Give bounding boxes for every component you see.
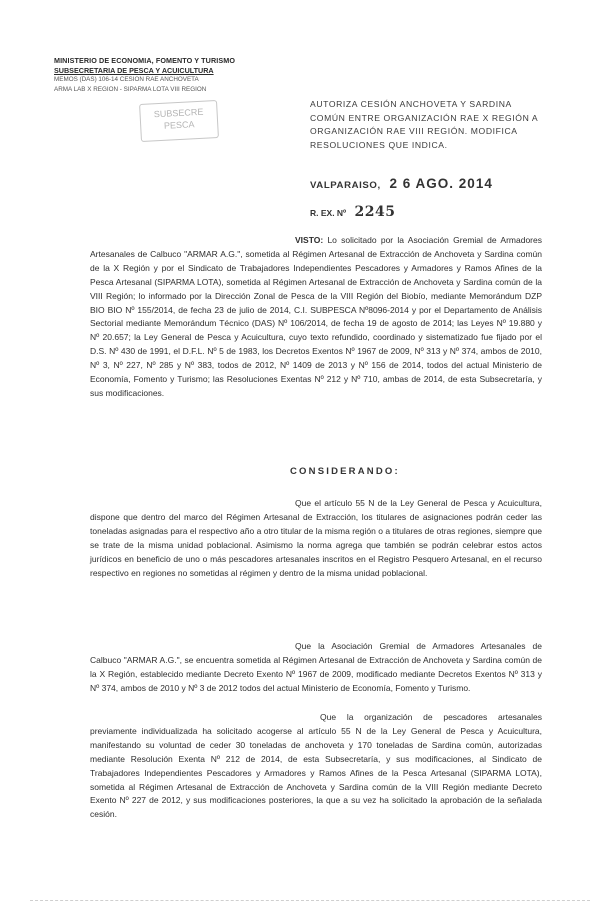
stamp-line-2: PESCA [163, 119, 195, 131]
considerando-paragraph-1 [90, 497, 542, 580]
visto-text: Lo solicitado por la Asociación Gremial de Armadores Artesanales de Calbuco "ARMAR A.G.", sometida al Régimen Artesanal de Extracción de Anchoveta y Sardina común de la X Región y por el Sindicato de Trabajadores Independientes Pescadores y Armadores y Ramos Afines de la Pesca Artesanal (SIPARMA LOTA), sometida al Régimen Artesanal de Extracción de Anchoveta y Sardina común de la VIII Región; lo informado por la Dirección Zonal de Pesca de la VIII Región del Biobío, mediante Memorándum DZP BIO BIO Nº 155/2014, de fecha 23 de julio de 2014, C.I. SUBPESCA Nº8096-2014 y por el Departamento de Análisis Sectorial mediante Memorándum Técnico (DAS) Nº 106/2014, de fecha 19 de agosto de 2014; las Leyes Nº 19.880 y Nº 20.657; la Ley General de Pesca y Acuicultura, cuyo texto refundido, coordinado y sistematizado fue fijado por el D.S. Nº 430 de 1991, el D.F.L. Nº 5 de 1983, los Decretos Exentos Nº 1967 de 2009, Nº 313 y Nº 374, ambos de 2010, Nº 3, Nº 227, Nº 285 y Nº 383, todos de 2012, Nº 1409 de 2013 y Nº 156 de 2014, todos del actual Ministerio de Economía, Fomento y Turismo; las Resoluciones Exentas Nº 212 y Nº 710, ambas de 2014, de esta Subsecretaría, y sus modificaciones. [90, 235, 542, 398]
reference-line-2: ARMA LAB X REGION - SIPARMA LOTA VIII REGION [54, 85, 207, 93]
ministry-name: MINISTERIO DE ECONOMIA, FOMENTO Y TURISMO [54, 56, 236, 65]
considerando-heading: CONSIDERANDO: [290, 466, 400, 477]
place-date [310, 176, 570, 191]
stamp-line-1: SUBSECRE [153, 106, 204, 120]
paragraph-3-text: Que la organización de pescadores artesanales previamente individualizada ha solicitado acogerse al artículo 55 N de la Ley General de Pesca y Acuicultura, manifestando su voluntad de ceder 30 toneladas de anchoveta y 170 toneladas de Sardina común, autorizadas mediante Resolución Exenta Nº 212 de 2014, de esta Subsecretaría, y sus modificaciones, al Sindicato de Trabajadores Independientes Pescadores y Armadores y Ramos Afines de la Pesca Artesanal (SIPARMA LOTA), sometida al Régimen Artesanal de Extracción de Anchoveta y Sardina común de la VIII Región mediante Decreto Exento Nº 227 de 2012, y sus modificaciones posteriores, la que a su vez ha solicitado la aprobación de la señalada cesión. [90, 712, 542, 820]
rex-label: R. EX. Nº [310, 208, 347, 218]
resolution-number [310, 204, 510, 220]
scan-edge-line [30, 900, 590, 901]
visto-lead: VISTO: [295, 235, 324, 245]
city: VALPARAISO, [310, 180, 381, 191]
considerando-paragraph-3 [90, 711, 542, 822]
resolution-subject: AUTORIZA CESIÓN ANCHOVETA Y SARDINA COMÚN ENTRE ORGANIZACIÓN RAE X REGIÓN A ORGANIZACIÓN RAE VIII REGIÓN. MODIFICA RESOLUCIONES QUE INDICA. [310, 99, 538, 150]
rex-number: 2245 [354, 204, 396, 220]
paragraph-1-text: Que el artículo 55 N de la Ley General de Pesca y Acuicultura, dispone que dentro del marco del Régimen Artesanal de Extracción, los titulares de asignaciones podrán ceder las toneladas asignadas para el respectivo año a otro titular de la misma región o a titulares de otras regiones, siempre que se trate de la misma unidad poblacional. Asimismo la norma agrega que también se podrán celebrar estos actos jurídicos en beneficio de uno o más pescadores artesanales inscritos en el Registro Pesquero Artesanal, en el recurso respectivo en regiones no sometidas al régimen y dentro de la misma unidad poblacional. [90, 498, 542, 578]
reference-line-1: MEMOS (DAS) 106-14 CESION RAE ANCHOVETA [54, 76, 199, 83]
paragraph-2-text: Que la Asociación Gremial de Armadores Artesanales de Calbuco "ARMAR A.G.", se encuentra sometida al Régimen Artesanal de Extracción de Anchoveta y Sardina común de la X Región, establecido mediante Decreto Exento Nº 1967 de 2009, modificado mediante Decretos Exentos Nº 313 y Nº 374, ambos de 2010 y Nº 3 de 2012 todos del actual Ministerio de Economía, Fomento y Turismo. [90, 641, 542, 693]
subsecretaria-name: SUBSECRETARIA DE PESCA Y ACUICULTURA [54, 65, 214, 75]
date-stamp: 2 6 AGO. 2014 [389, 176, 493, 191]
faded-stamp [139, 100, 219, 142]
considerando-paragraph-2 [90, 640, 542, 696]
letterhead [54, 56, 274, 94]
visto-paragraph [90, 234, 542, 401]
